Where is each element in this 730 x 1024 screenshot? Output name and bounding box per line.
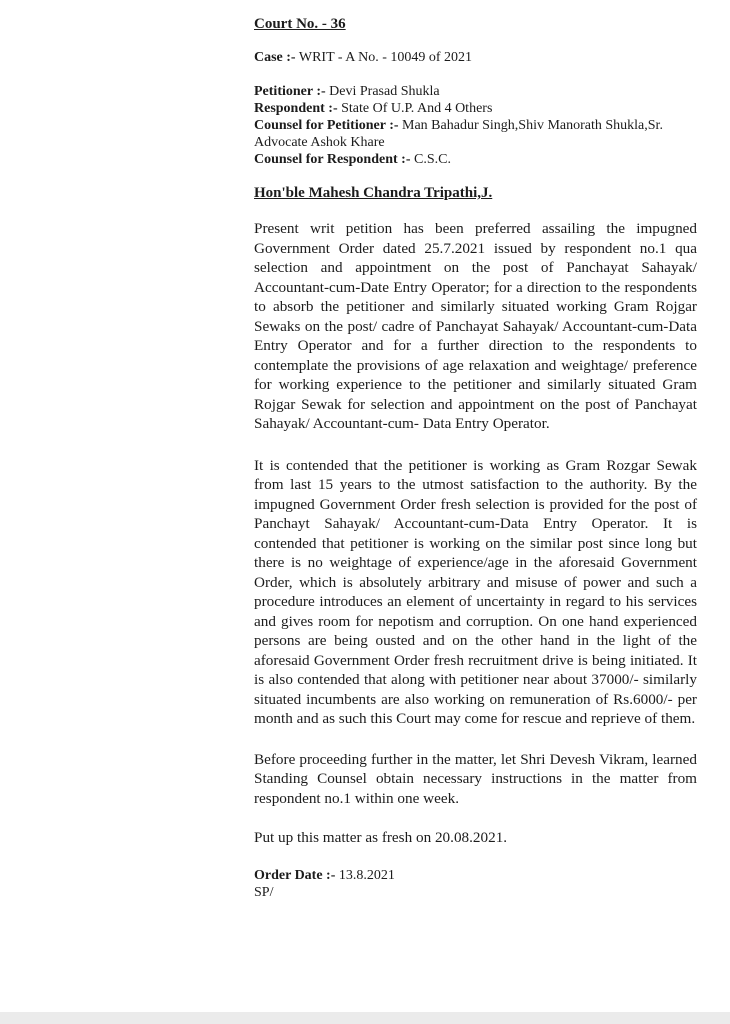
order-date-label: Order Date :- bbox=[254, 867, 336, 883]
bottom-strip bbox=[0, 1012, 730, 1024]
counsel-respondent-label: Counsel for Respondent :- bbox=[254, 152, 411, 167]
respondent-label: Respondent :- bbox=[254, 101, 338, 116]
counsel-respondent-line bbox=[254, 151, 697, 168]
paragraph-petition: Present writ petition has been preferred assailing the impugned Government Order dated 25.7.2021 issued by respondent no.1 qua selection and appointment on the post of Panchayat Sahayak/ Accountant-cum-Date Entry Operator; for a direction to the respondents to absorb the petitioner and similarly situated working Gram Rojgar Sewaks on the post/ cadre of Panchayat Sahayak/ Accountant-cum-Data Entry Operator and for a further direction to the respondents to contemplate the provisions of age relaxation and weightage/ preference for working experience to the petitioner and similarly situated Gram Rojgar Sewak for selection and appointment on the post of Panchayat Sahayak/ Accountant-cum- Data Entry Operator. bbox=[254, 220, 697, 432]
counsel-petitioner-value: Man Bahadur Singh,Shiv Manorath Shukla,Sr. Advocate Ashok Khare bbox=[254, 118, 663, 150]
case-label: Case :- bbox=[254, 50, 296, 65]
order-date-value: 13.8.2021 bbox=[335, 867, 395, 883]
respondent-line bbox=[254, 100, 697, 117]
order-date-line bbox=[254, 867, 697, 884]
respondent-value: State Of U.P. And 4 Others bbox=[337, 101, 493, 116]
court-number: Court No. - 36 bbox=[254, 16, 346, 32]
judge-name: Hon'ble Mahesh Chandra Tripathi,J. bbox=[254, 185, 493, 201]
paragraph-instructions: Before proceeding further in the matter, let Shri Devesh Vikram, learned Standing Counsel obtain necessary instructions in the matter from respondent no.1 within one week. bbox=[254, 750, 697, 807]
petitioner-label: Petitioner :- bbox=[254, 84, 326, 99]
counsel-petitioner-line bbox=[254, 117, 697, 151]
stenographer-initials: SP/ bbox=[254, 884, 274, 900]
case-value: WRIT - A No. - 10049 of 2021 bbox=[295, 50, 473, 65]
order-sheet bbox=[254, 14, 697, 901]
paragraph-contention: It is contended that the petitioner is working as Gram Rozgar Sewak from last 15 years to the utmost satisfaction to the authority. By the impugned Government Order fresh selection is provided for the post of Panchayt Sahayak/ Accountant-cum-Data Entry Operator. It is contended that petitioner is working on the similar post since long but there is no weightage of experience/age in the aforesaid Government Order, which is absolutely arbitrary and misuse of power and such a procedure introduces an element of uncertainty in regard to his services and gives room for nepotism and corruption. On one hand experienced persons are being ousted and on the other hand in the light of the aforesaid Government Order fresh recruitment drive is being initiated. It is also contended that along with petitioner near about 37000/- similarly situated incumbents are also working on remuneration of Rs.6000/- per month and as such this Court may come for rescue and reprieve of them. bbox=[254, 456, 697, 727]
counsel-respondent-value: C.S.C. bbox=[410, 152, 451, 167]
petitioner-line bbox=[254, 83, 697, 100]
petitioner-value: Devi Prasad Shukla bbox=[325, 84, 440, 99]
parties-block bbox=[254, 83, 697, 168]
case-number bbox=[254, 49, 697, 66]
counsel-petitioner-label: Counsel for Petitioner :- bbox=[254, 118, 399, 133]
paragraph-listing: Put up this matter as fresh on 20.08.2021. bbox=[254, 829, 508, 846]
